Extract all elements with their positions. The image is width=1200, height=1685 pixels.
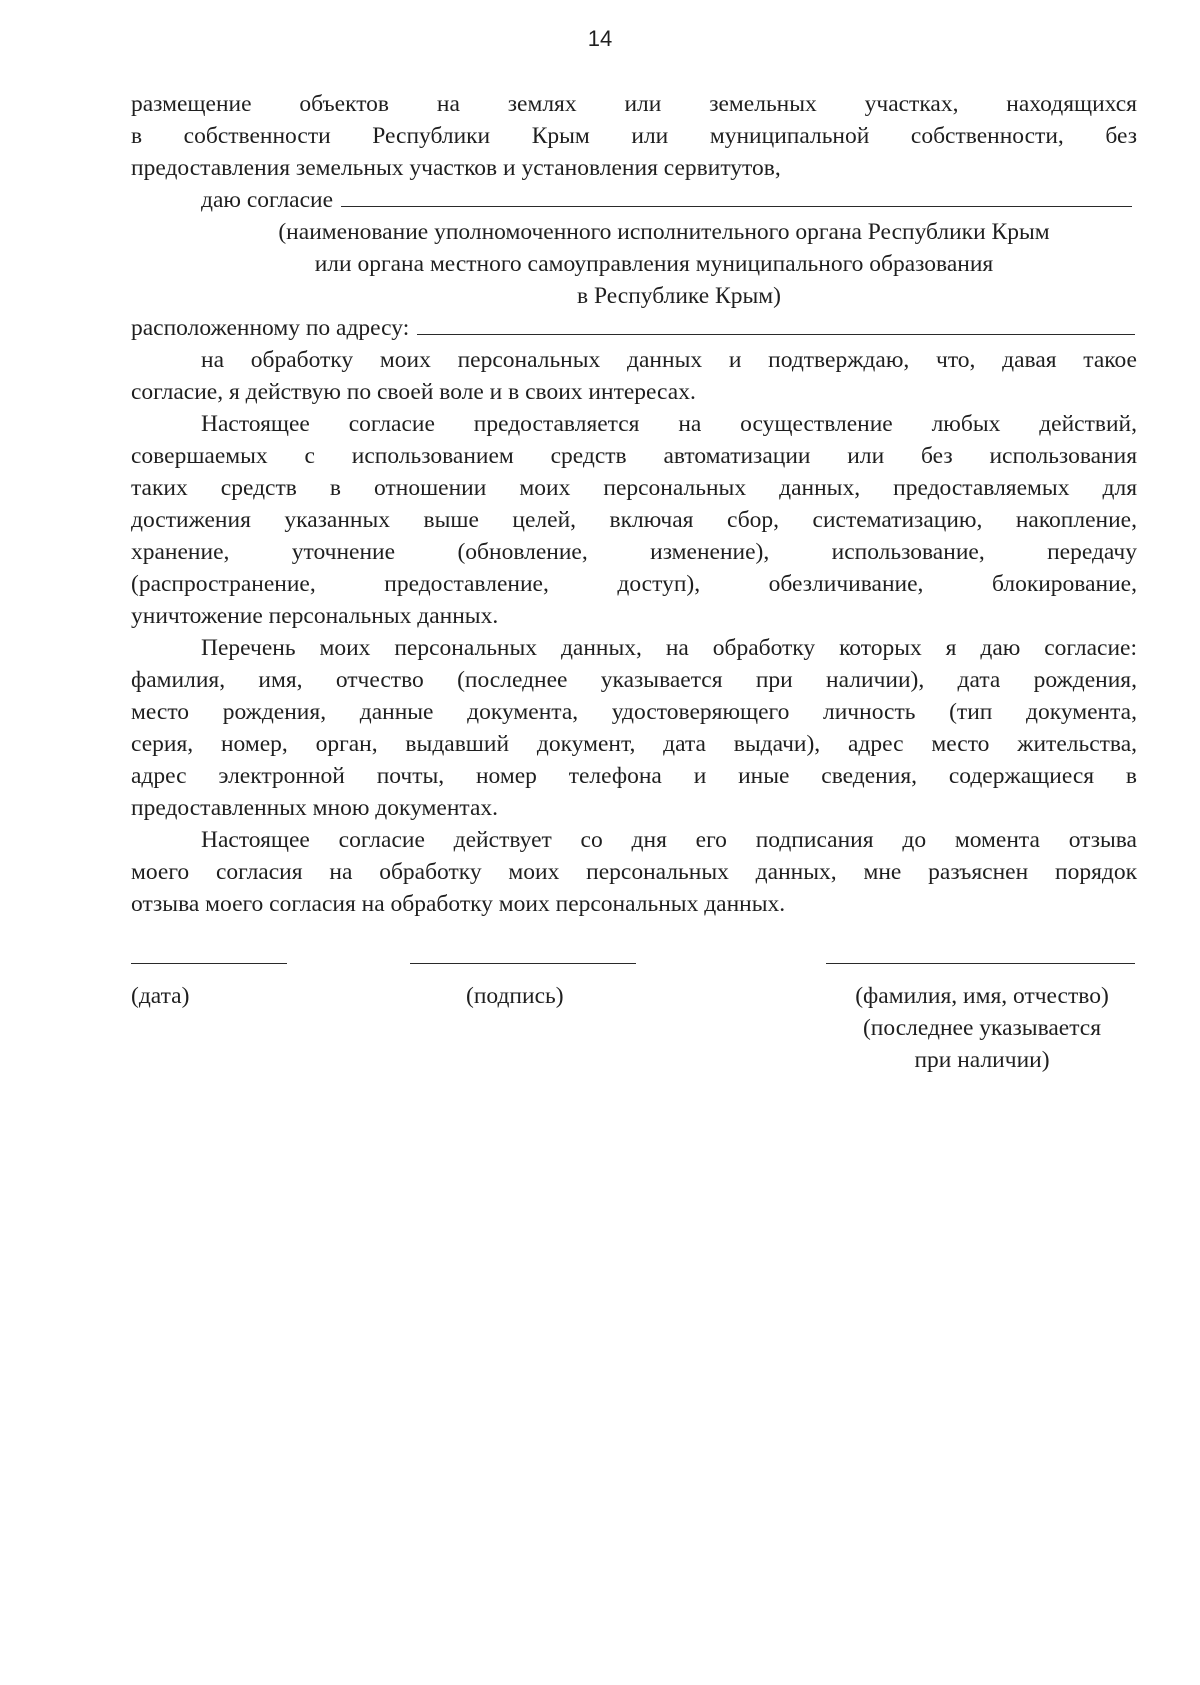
text-line: достижения указанных выше целей, включая сбор, систематизацию, накопление, [131, 507, 1137, 533]
name-label-line: (последнее указывается [862, 1015, 1102, 1041]
text-line: уничтожение персональных данных. [131, 603, 499, 629]
name-label [826, 980, 1138, 1076]
signature-label: (подпись) [466, 983, 564, 1009]
date-blank-line[interactable] [131, 963, 287, 964]
text-line: таких средств в отношении моих персональных данных, предоставляемых для [131, 475, 1137, 501]
consent-label: даю согласие [201, 187, 334, 213]
text-line: предоставленных мною документах. [131, 795, 499, 821]
text-line: фамилия, имя, отчество (последнее указывается при наличии), дата рождения, [131, 667, 1137, 693]
text-line: Перечень моих персональных данных, на обработку которых я даю согласие: [201, 635, 1137, 661]
text-line: адрес электронной почты, номер телефона и иные сведения, содержащиеся в [131, 763, 1137, 789]
text-line: моего согласия на обработку моих персональных данных, мне разъяснен порядок [131, 859, 1137, 885]
paragraph-actions [131, 408, 1137, 632]
paragraph-processing [131, 344, 1137, 408]
text-line: (распространение, предоставление, доступ), обезличивание, блокирование, [131, 571, 1137, 597]
page-number: 14 [587, 26, 613, 51]
address-label: расположенному по адресу: [131, 315, 410, 341]
paragraph-data-list [131, 632, 1137, 824]
caption-line: или органа местного самоуправления муниципального образования [314, 251, 994, 277]
text-line: отзыва моего согласия на обработку моих персональных данных. [131, 891, 786, 917]
text-line: на обработку моих персональных данных и подтверждаю, что, давая такое [201, 347, 1137, 373]
signature-blank-line[interactable] [410, 963, 636, 964]
text-line: размещение объектов на землях или земельных участках, находящихся [131, 91, 1137, 117]
text-line: серия, номер, орган, выдавший документ, дата выдачи), адрес место жительства, [131, 731, 1137, 757]
caption-line: в Республике Крым) [577, 283, 781, 309]
caption-line: (наименование уполномоченного исполнительного органа Республики Крым [278, 219, 1050, 245]
address-blank-line[interactable] [417, 312, 1135, 335]
text-line: совершаемых с использованием средств автоматизации или без использования [131, 443, 1137, 469]
address-line [131, 312, 1137, 344]
paragraph-validity [131, 824, 1137, 920]
text-line: в собственности Республики Крым или муниципальной собственности, без [131, 123, 1137, 149]
text-line: Настоящее согласие действует со дня его подписания до момента отзыва [201, 827, 1137, 853]
consent-blank-line[interactable] [341, 184, 1132, 207]
name-label-line: (фамилия, имя, отчество) [855, 983, 1109, 1009]
date-label: (дата) [131, 983, 190, 1009]
text-line: предоставления земельных участков и установления сервитутов, [131, 155, 781, 181]
name-label-line: при наличии) [914, 1047, 1050, 1073]
consent-caption [131, 216, 1137, 312]
text-line: согласие, я действую по своей воле и в своих интересах. [131, 379, 696, 405]
text-line: хранение, уточнение (обновление, изменение), использование, передачу [131, 539, 1137, 565]
paragraph-purpose [131, 88, 1137, 184]
consent-line [131, 184, 1137, 216]
text-line: место рождения, данные документа, удостоверяющего личность (тип документа, [131, 699, 1137, 725]
name-blank-line[interactable] [826, 963, 1135, 964]
text-line: Настоящее согласие предоставляется на осуществление любых действий, [201, 411, 1137, 437]
